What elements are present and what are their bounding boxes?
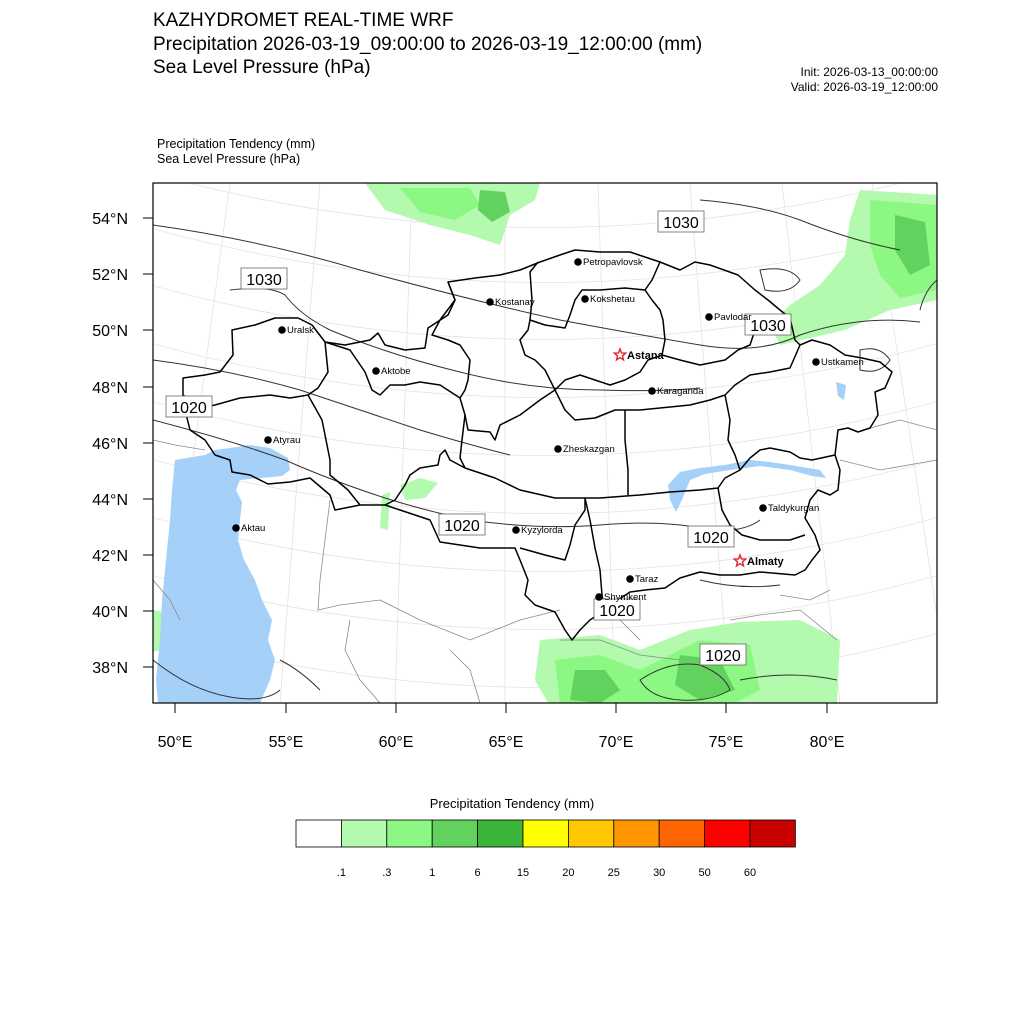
city-dot-icon: [278, 326, 286, 334]
isobar-label: 1030: [750, 318, 786, 335]
map-body: [140, 170, 950, 703]
city-label-taraz: Taraz: [635, 574, 659, 585]
city-dot-icon: [554, 445, 562, 453]
lon-label: 60°E: [378, 734, 414, 751]
city-dot-icon: [581, 295, 589, 303]
lon-label: 70°E: [598, 734, 634, 751]
chart-title: KAZHYDROMET REAL-TIME WRF: [153, 10, 454, 31]
colorbar-swatch: [614, 820, 659, 847]
colorbar-tick-label: 30: [653, 867, 666, 879]
colorbar-swatch: [659, 820, 704, 847]
colorbar-swatch: [432, 820, 477, 847]
city-dot-icon: [705, 313, 713, 321]
colorbar-title: Precipitation Tendency (mm): [429, 796, 595, 811]
city-label-pavlodar: Pavlodar: [714, 312, 752, 323]
colorbar-tick-label: 60: [743, 867, 757, 879]
init-time: Init: 2026-03-13_00:00:00: [800, 65, 938, 79]
isobar-label: 1020: [705, 648, 741, 665]
lat-label: 54°N: [92, 211, 128, 228]
valid-time: Valid: 2026-03-19_12:00:00: [790, 80, 938, 94]
city-label-uralsk: Uralsk: [287, 325, 314, 336]
lat-label: 52°N: [92, 267, 128, 284]
colorbar-tick-label: 15: [516, 867, 530, 879]
slp-subtitle: Sea Level Pressure (hPa): [157, 152, 301, 166]
isobar-label: 1020: [171, 400, 207, 417]
city-label-atyrau: Atyrau: [273, 435, 301, 446]
lat-label: 46°N: [92, 436, 128, 453]
colorbar: [296, 820, 795, 847]
isobar-label: 1020: [693, 530, 729, 547]
city-label-almaty: Almaty: [747, 556, 784, 568]
city-dot-icon: [812, 358, 820, 366]
city-label-kyzylorda: Kyzylorda: [521, 525, 563, 536]
colorbar-swatch: [750, 820, 795, 847]
city-label-ustkamen: Ustkamen: [821, 357, 864, 368]
city-label-karaganda: Karaganda: [657, 386, 704, 397]
city-label-shymkent: Shymkent: [604, 592, 647, 603]
city-dot-icon: [759, 504, 767, 512]
lon-label: 80°E: [809, 734, 845, 751]
city-label-petropavlovsk: Petropavlovsk: [583, 257, 643, 268]
slp-title: Sea Level Pressure (hPa): [153, 57, 371, 78]
city-dot-icon: [595, 593, 603, 601]
city-dot-icon: [648, 387, 656, 395]
isobar-label: 1030: [663, 215, 699, 232]
lon-label: 75°E: [708, 734, 744, 751]
colorbar-swatch: [478, 820, 523, 847]
city-label-astana: Astana: [627, 350, 664, 362]
city-label-taldykurgan: Taldykurgan: [768, 503, 820, 514]
city-dot-icon: [486, 298, 494, 306]
isobar-label: 1020: [599, 603, 635, 620]
colorbar-swatch: [387, 820, 432, 847]
colorbar-swatch: [341, 820, 386, 847]
precip-period-title: Precipitation 2026-03-19_09:00:00 to 2026-03-19_12:00:00 (mm): [153, 34, 703, 55]
colorbar-tick-label: 6: [474, 867, 481, 879]
lon-label: 50°E: [157, 734, 193, 751]
city-dot-icon: [512, 526, 520, 534]
colorbar-tick-label: 25: [607, 867, 620, 879]
colorbar-tick-label: .3: [382, 867, 392, 879]
city-label-aktobe: Aktobe: [381, 366, 411, 377]
city-label-aktau: Aktau: [241, 523, 266, 534]
city-dot-icon: [232, 524, 240, 532]
city-label-kostanay: Kostanay: [495, 297, 535, 308]
colorbar-tick-label: .1: [336, 867, 346, 879]
lat-label: 44°N: [92, 492, 128, 509]
colorbar-swatch: [568, 820, 613, 847]
city-dot-icon: [626, 575, 634, 583]
colorbar-swatch: [705, 820, 750, 847]
city-label-kokshetau: Kokshetau: [590, 294, 635, 305]
precip-subtitle: Precipitation Tendency (mm): [157, 137, 316, 151]
city-dot-icon: [372, 367, 380, 375]
isobar-label: 1030: [246, 272, 282, 289]
colorbar-swatch: [296, 820, 341, 847]
colorbar-swatch: [523, 820, 568, 847]
lat-label: 40°N: [92, 604, 128, 621]
lat-label: 50°N: [92, 323, 128, 340]
city-dot-icon: [574, 258, 582, 266]
city-dot-icon: [264, 436, 272, 444]
colorbar-tick-label: 20: [562, 867, 575, 879]
isobar-label: 1020: [444, 518, 480, 535]
city-label-zheskazgan: Zheskazgan: [563, 444, 615, 455]
lon-label: 55°E: [268, 734, 304, 751]
colorbar-tick-label: 50: [698, 867, 711, 879]
lat-label: 48°N: [92, 380, 128, 397]
lat-label: 42°N: [92, 548, 128, 565]
lat-label: 38°N: [92, 660, 128, 677]
lon-label: 65°E: [488, 734, 524, 751]
colorbar-tick-label: 1: [429, 867, 436, 879]
